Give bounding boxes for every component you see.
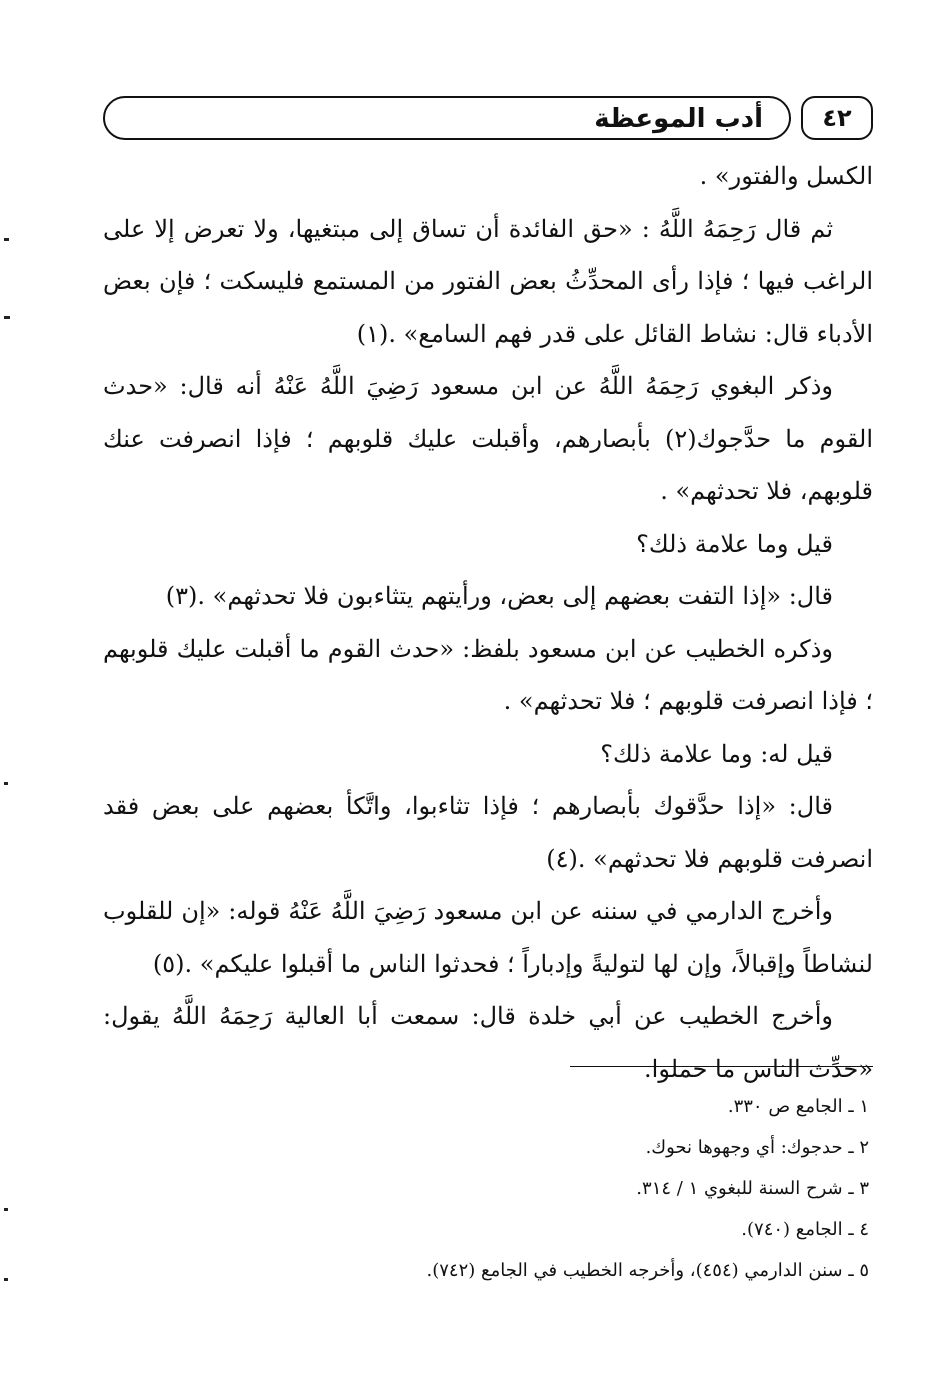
paragraph: وذكره الخطيب عن ابن مسعود بلفظ: «حدث القوم ما أقبلت عليك قلوبهم ؛ فإذا انصرفت قلوبهم ؛ فلا تحدثهم» . — [103, 634, 873, 715]
main-text — [103, 150, 873, 1095]
page-number: ٤٢ — [822, 104, 852, 132]
scan-speck — [4, 1208, 8, 1211]
scan-speck — [4, 1278, 8, 1281]
scan-speck — [4, 782, 8, 785]
paragraph: وذكر البغوي رَحِمَهُ اللَّهُ عن ابن مسعود رَضِيَ اللَّهُ عَنْهُ أنه قال: «حدث القوم ما حدَّجوك(٢) بأبصارهم، وأقبلت عليك قلوبهم ؛ فإذا انصرفت عنك قلوبهم، فلا تحدثهم» . — [103, 372, 873, 505]
paragraph: وأخرج الخطيب عن أبي خلدة قال: سمعت أبا العالية رَحِمَهُ اللَّهُ يقول: «حدِّث الناس ما حملوا. — [103, 1002, 873, 1083]
footnote-item: ٥ ـ سنن الدارمي (٤٥٤)، وأخرجه الخطيب في الجامع (٧٤٢). — [426, 1260, 869, 1281]
footnote-item: ٣ ـ شرح السنة للبغوي ١ / ٣١٤. — [636, 1178, 869, 1199]
paragraph: الكسل والفتور» . — [699, 162, 873, 190]
scan-speck — [4, 238, 9, 241]
paragraph: وأخرج الدارمي في سننه عن ابن مسعود رَضِيَ اللَّهُ عَنْهُ قوله: «إن للقلوب لنشاطاً وإقبالاً، وإن لها لتوليةً وإدباراً ؛ فحدثوا الناس ما أقبلوا عليكم» .(٥) — [103, 897, 873, 978]
paragraph: ثم قال رَحِمَهُ اللَّهُ : «حق الفائدة أن تساق إلى مبتغيها، ولا تعرض إلا على الراغب فيها ؛ فإذا رأى المحدِّثُ بعض الفتور من المستمع فليسكت ؛ فإن بعض الأدباء قال: نشاط القائل على قدر فهم السامع» .(١) — [103, 214, 873, 348]
page-number-frame — [801, 96, 873, 140]
footnote-divider — [570, 1066, 873, 1067]
footnote-item: ٤ ـ الجامع (٧٤٠). — [741, 1219, 869, 1240]
paragraph: قال: «إذا التفت بعضهم إلى بعض، ورأيتهم يتثاءبون فلا تحدثهم» .(٣) — [165, 582, 833, 610]
footnotes — [103, 1086, 869, 1291]
paragraph: قيل وما علامة ذلك؟ — [636, 529, 833, 558]
paragraph: قيل له: وما علامة ذلك؟ — [600, 739, 833, 768]
page-header — [103, 96, 873, 142]
header-title-frame — [103, 96, 791, 140]
footnote-item: ٢ ـ حدجوك: أي وجهوها نحوك. — [645, 1137, 869, 1158]
paragraph: قال: «إذا حدَّقوك بأبصارهم ؛ فإذا تثاءبوا، واتَّكأ بعضهم على بعض فقد انصرفت قلوبهم فلا تحدثهم» .(٤) — [103, 792, 873, 873]
scan-speck — [4, 316, 10, 319]
footnote-item: ١ ـ الجامع ص ٣٣٠. — [727, 1096, 869, 1117]
book-title: أدب الموعظة — [594, 104, 763, 134]
